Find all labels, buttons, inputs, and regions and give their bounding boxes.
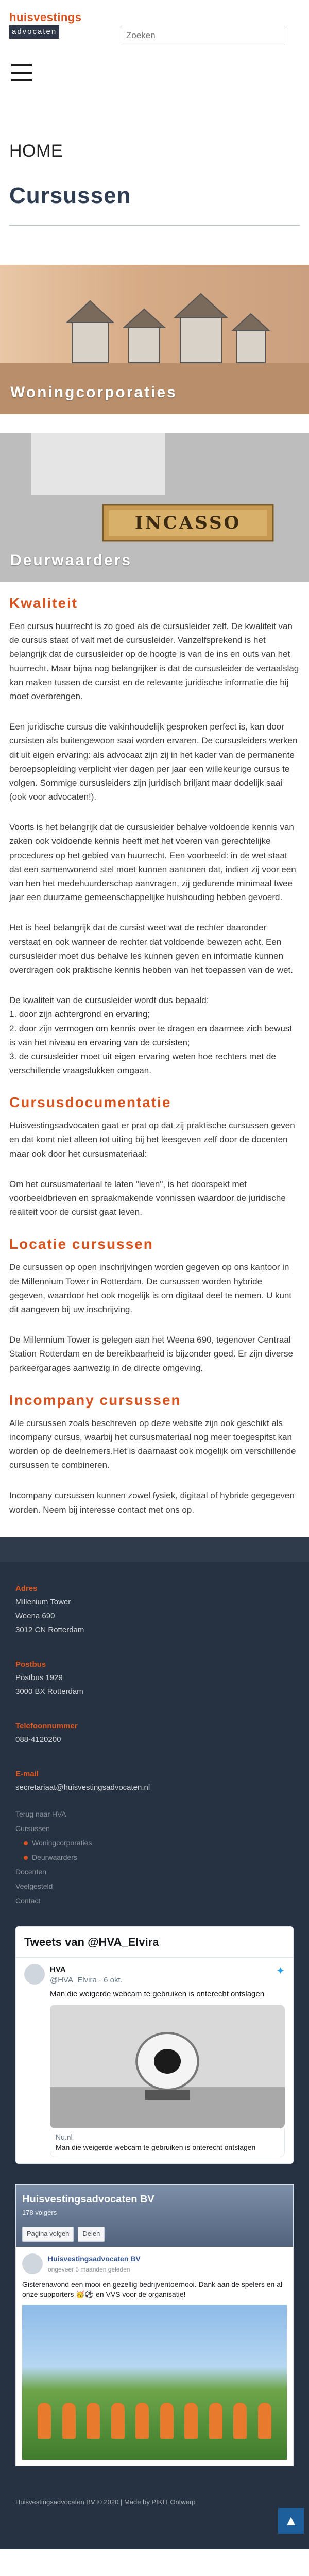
- adres-line: 3012 CN Rotterdam: [15, 1625, 84, 1634]
- paragraph: Om het cursusmateriaal te laten "leven", is het doorspekt met voorbeeldbrieven en spraakmakende vonnissen waardoor de juridische realiteit voor de cursist gaat leven.: [9, 1179, 286, 1217]
- email-label: E-mail: [15, 1769, 39, 1778]
- heading-locatie: Locatie cursussen: [9, 1236, 153, 1252]
- team-photo[interactable]: [22, 2305, 287, 2460]
- paragraph: Een cursus huurrecht is zo goed als de cursusleider zelf. De kwaliteit van de cursus staat of valt met de cursusleider. Vanzelfsprekend is het belangrijk dat de cursusleider op de hoogte is van de ins en outs van het huurrecht. Maar bijna nog belangrijker is dat de cursusleider de vertaalslag kan maken tussen de cursist en de relevante juridische informatie die hij moet overbrengen.: [9, 621, 299, 701]
- adres-label: Adres: [15, 1584, 38, 1593]
- list-item: 1. door zijn achtergrond en ervaring;: [9, 1009, 150, 1020]
- tweet-meta: @HVA_Elvira · 6 okt.: [50, 1976, 123, 1985]
- nav-row: [0, 57, 309, 98]
- post-author[interactable]: Huisvestingsadvocaten BV: [48, 2255, 141, 2263]
- webcam-image: [50, 2005, 285, 2128]
- footer: [0, 1562, 309, 2482]
- facebook-cover[interactable]: [16, 2185, 293, 2247]
- search-box[interactable]: [121, 26, 285, 45]
- list-item: 2. door zijn vermogen om kennis over te dragen en daarmee zich bewust is van het niveau en ervaring van de cursisten;: [9, 1023, 293, 1047]
- post-text: Gisterenavond een mooi en gezellig bedrijventoernooi. Dank aan de spelers en al onze supporters 🥳⚽ en VVS voor de organisatie!: [22, 2280, 283, 2299]
- logo-line1: huisvestings: [9, 11, 82, 24]
- paragraph: Alle cursussen zoals beschreven op deze website zijn ook geschikt als incompany cursus, waarbij het cursusmateriaal nog meer toegespitst kan worden op de deelnemers.Het is daarnaast ook mogelijk om verschillende cursussen te combineren.: [9, 1418, 296, 1470]
- tweet-image[interactable]: [50, 2005, 285, 2128]
- title-divider: [9, 225, 300, 226]
- logo[interactable]: [9, 11, 112, 39]
- twitter-widget: [15, 1926, 294, 2164]
- paragraph: De Millennium Tower is gelegen aan het Weena 690, tegenover Centraal Station Rotterdam en de bereikbaarheid is bijzonder goed. Er zijn diverse parkeergarages aanwezig in de directe omgeving.: [9, 1335, 293, 1373]
- menu-icon[interactable]: [9, 61, 34, 84]
- telefoon-label: Telefoonnummer: [15, 1721, 78, 1731]
- footer-link-deurwaarders[interactable]: Deurwaarders: [15, 1850, 294, 1865]
- share-button[interactable]: Delen: [78, 2227, 105, 2242]
- email-link[interactable]: secretariaat@huisvestingsadvocaten.nl: [15, 1783, 150, 1792]
- copyright-text: Huisvestingsadvocaten BV © 2020 | Made by PIKIT Ontwerp: [15, 2498, 196, 2506]
- twitter-bird-icon: ✦: [276, 1965, 285, 1977]
- facebook-avatar[interactable]: [22, 2253, 43, 2274]
- heading-cursusdocumentatie: Cursusdocumentatie: [9, 1094, 171, 1111]
- telefoon-value[interactable]: 088-4120200: [15, 1735, 61, 1744]
- back-to-top-icon[interactable]: ▲: [278, 2508, 304, 2534]
- footer-menu: [15, 1807, 294, 1908]
- avatar[interactable]: [24, 1964, 45, 1985]
- main-content: [0, 582, 309, 1517]
- card-domain: Nu.nl: [56, 2133, 73, 2141]
- logo-line2: advocaten: [9, 25, 59, 39]
- facebook-page-name[interactable]: Huisvestingsadvocaten BV: [22, 2194, 154, 2206]
- paragraph: Het is heel belangrijk dat de cursist weet wat de rechter daaronder verstaat en ook wanneer de rechter dat voldoende bewezen acht. Een cursusleider moet dus behalve les kunnen geven en informatie kunnen overdragen ook praktische kennis hebben van het toepassen van de wet.: [9, 923, 293, 975]
- footer-link-docenten[interactable]: Docenten: [15, 1867, 46, 1876]
- breadcrumb[interactable]: HOME: [9, 141, 63, 161]
- tweet-text: Man die weigerde webcam te gebruiken is onterecht ontslagen: [50, 1990, 265, 1998]
- copyright-bar: [0, 2482, 309, 2549]
- paragraph: Een juridische cursus die vakinhoudelijk gesproken perfect is, kan door cursisten als buitengewoon saai worden ervaren. De cursusleiders werken dit uit eigen ervaring: als advocaat zijn zij in het kader van de permanente beroepsopleiding verplicht vier dagen per jaar een willekeurige cursus te volgen. Sommige cursusleiders zijn juridisch briljant maar dodelijk saai (ook voor advocaten!).: [9, 722, 298, 802]
- follow-page-button[interactable]: Pagina volgen: [22, 2227, 74, 2242]
- quality-list: [9, 1007, 300, 1077]
- top-bar: [0, 0, 309, 57]
- postbus-line: 3000 BX Rotterdam: [15, 1687, 83, 1696]
- postbus-label: Postbus: [15, 1659, 46, 1669]
- paragraph: Voorts is het belangrijk dat de cursusleider behalve voldoende kennis van zaken ook voldoende kennis heeft met het voeren van gerechtelijke procedures op het gebied van huurrecht. Een voorbeeld: in de wet staat dat een samenwonend stel moet kunnen aantonen dat, indien zij voor een van hen het medehuurderschap aanvragen, zij gedurende minimaal twee jaar een duurzame gemeenschappelijke huishouding hebben gevoerd.: [9, 822, 296, 903]
- post-date: ongeveer 5 maanden geleden: [48, 2265, 130, 2273]
- incasso-sign: INCASSO: [134, 512, 242, 533]
- adres-line: Millenium Tower: [15, 1597, 71, 1606]
- list-intro: De kwaliteit van de cursusleider wordt dus bepaald:: [9, 995, 209, 1006]
- tweet-author[interactable]: HVA: [50, 1965, 66, 1974]
- footer-link-contact[interactable]: Contact: [15, 1896, 41, 1905]
- postbus-line: Postbus 1929: [15, 1673, 63, 1682]
- footer-link-veelgesteld[interactable]: Veelgesteld: [15, 1882, 53, 1890]
- tweet-card[interactable]: [50, 2128, 285, 2157]
- search-input[interactable]: [126, 30, 280, 41]
- twitter-title[interactable]: Tweets van @HVA_Elvira: [16, 1927, 293, 1958]
- facebook-followers: 178 volgers: [22, 2209, 57, 2217]
- paragraph: De cursussen op open inschrijvingen worden gegeven op ons kantoor in de Millennium Tower in Rotterdam. De cursussen worden hybride gegeven, waardoor het ook mogelijk is om digitaal deel te nemen. U kunt dit aangeven bij uw inschrijving.: [9, 1262, 292, 1314]
- facebook-widget: [15, 2184, 294, 2466]
- facebook-post: [16, 2247, 293, 2466]
- heading-incompany: Incompany cursussen: [9, 1392, 181, 1408]
- footer-link-cursussen[interactable]: Cursussen: [15, 1824, 50, 1833]
- tweet[interactable]: [16, 1958, 293, 2163]
- paragraph: Incompany cursussen kunnen zowel fysiek, digitaal of hybride gegegeven worden. Neem bij interesse contact met ons op.: [9, 1490, 295, 1515]
- footer-link-woningcorporaties[interactable]: Woningcorporaties: [15, 1836, 294, 1850]
- footer-divider: [0, 1537, 309, 1562]
- list-item: 3. de cursusleider moet uit eigen ervaring weten hoe rechters met de verschillende vraagstukken omgaan.: [9, 1051, 276, 1076]
- paragraph: Huisvestingsadvocaten gaat er prat op dat zij praktische cursussen geven en dat komt niet alleen tot uiting bij het leesgeven zelf door de docenten maar ook door het cursusmateriaal:: [9, 1121, 295, 1159]
- tile-deurwaarders[interactable]: [0, 433, 309, 582]
- heading-kwaliteit: Kwaliteit: [9, 595, 78, 611]
- adres-line: Weena 690: [15, 1611, 55, 1620]
- tile-label: Woningcorporaties: [10, 384, 177, 401]
- card-text: Man die weigerde webcam te gebruiken is onterecht ontslagen: [56, 2143, 256, 2151]
- tile-label: Deurwaarders: [10, 552, 132, 569]
- page-title: Cursussen: [9, 183, 131, 208]
- tile-woningcorporaties[interactable]: [0, 265, 309, 414]
- footer-link-terug[interactable]: Terug naar HVA: [15, 1809, 66, 1818]
